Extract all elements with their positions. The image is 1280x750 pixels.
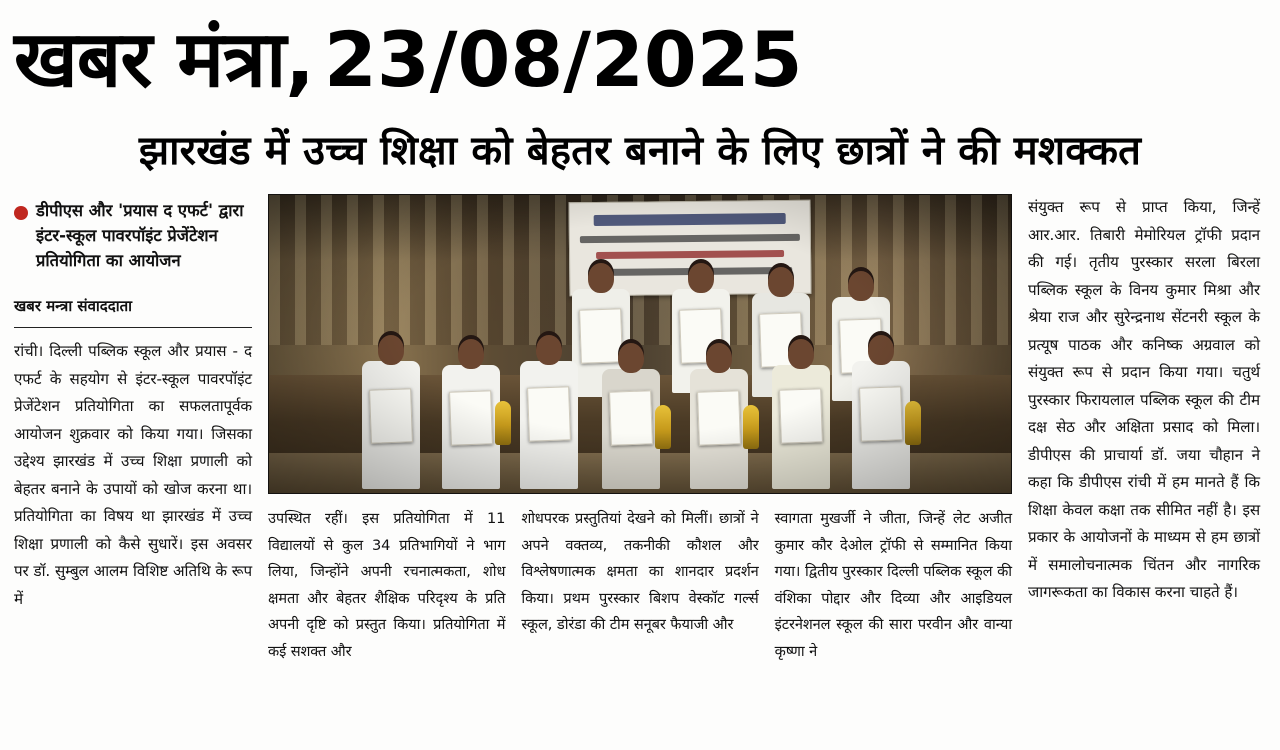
photo-person <box>599 321 663 489</box>
photo-person <box>359 313 423 489</box>
masthead-date: 23/08/2025 <box>323 15 803 104</box>
body-paragraph-5: संयुक्त रूप से प्राप्त किया, जिन्हें आर.आर. तिबारी मेमोरियल ट्रॉफी प्रदान की गई। तृतीय पुरस्कार सरला बिरला पब्लिक स्कूल के विनय कुमार मिश्रा और श्रेया राज और सुरेन्द्रनाथ सेंटनरी स्कूल के प्रत्यूष पाठक और कनिष्क अग्रवाल को संयुक्त रूप से प्रदान किया गया। चतुर्थ पुरस्कार फिरायलाल पब्लिक स्कूल की टीम दक्ष सेठ और अक्षिता प्रसाद को मिला। डीपीएस की प्राचार्या डॉ. जया चौहान ने कहा कि डीपीएस रांची में हम मानते हैं कि शिक्षा केवल कक्षा तक सीमित नहीं है। इस प्रकार के आयोजनों के माध्यम से हम छात्रों में समालोचनात्मक चिंतन और नागरिक जागरूकता का विकास करना चाहते हैं। <box>1028 198 1260 601</box>
article-photo <box>268 194 1012 494</box>
bullet-icon <box>14 206 28 220</box>
body-paragraph-3: शोधपरक प्रस्तुतियां देखने को मिलीं। छात्रों ने अपने वक्तव्य, तकनीकी कौशल और विश्लेषणात्मक क्षमता का शानदार प्रदर्शन किया। प्रथम पुरस्कार बिशप वेस्कॉट गर्ल्स स्कूल, डोरंडा की टीम सनूबर फैयाजी और <box>521 510 759 633</box>
divider <box>14 327 252 328</box>
headline-container <box>14 104 1266 188</box>
body-paragraph-4: स्वागता मुखर्जी ने जीता, जिन्हें लेट अजीत कुमार कौर देओल ट्रॉफी से सम्मानित किया गया। द्वितीय पुरस्कार दिल्ली पब्लिक स्कूल की वंशिका पोद्दार और दिव्या और आइडियल इंटरनेशनल स्कूल की सारा परवीन और वान्या कृष्णा ने <box>774 510 1012 660</box>
center-column <box>268 194 1012 706</box>
masthead <box>14 0 1266 104</box>
photo-person <box>517 313 581 489</box>
photo-person <box>687 321 751 489</box>
column-2 <box>268 506 505 706</box>
photo-person <box>769 317 833 489</box>
photo-person <box>439 317 503 489</box>
kicker-block <box>14 198 252 273</box>
kicker-text: डीपीएस और 'प्रयास द एफर्ट' द्वारा इंटर-स्कूल पावरपॉइंट प्रेजेंटेशन प्रतियोगिता का आयोजन <box>36 201 244 270</box>
center-text-columns <box>268 506 1012 706</box>
photo-person <box>849 313 913 489</box>
article-headline: झारखंड में उच्च शिक्षा को बेहतर बनाने के लिए छात्रों ने की मशक्कत <box>138 128 1142 174</box>
article-body <box>14 194 1266 706</box>
left-column <box>14 194 252 706</box>
body-paragraph-1: रांची। दिल्ली पब्लिक स्कूल और प्रयास - द एफर्ट के सहयोग से इंटर-स्कूल पावरपॉइंट प्रेजेंटेशन प्रतियोगिता का सफलतापूर्वक आयोजन शुक्रवार को किया गया। जिसका उद्देश्य झारखंड में उच्च शिक्षा प्रणाली को बेहतर बनाने के उपायों को खोज करना था। प्रतियोगिता का विषय था झारखंड में उच्च शिक्षा प्रणाली को कैसे सुधारें। इस अवसर पर डॉ. सुम्बुल आलम विशिष्ट अतिथि के रूप में <box>14 342 252 608</box>
column-4 <box>775 506 1012 706</box>
right-column <box>1028 194 1260 706</box>
masthead-title: खबर मंत्रा, <box>14 15 314 105</box>
byline: खबर मन्त्रा संवाददाता <box>14 297 133 315</box>
column-3 <box>521 506 758 706</box>
body-paragraph-2: उपस्थित रहीं। इस प्रतियोगिता में 11 विद्यालयों से कुल 34 प्रतिभागियों ने भाग लिया, जिन्होंने अपनी रचनात्मकता, शोध क्षमता और बेहतर शैक्षिक परिदृश्य के प्रति अपनी दृष्टि को प्रस्तुत किया। प्रतियोगिता में कई सशक्त और <box>268 510 506 660</box>
